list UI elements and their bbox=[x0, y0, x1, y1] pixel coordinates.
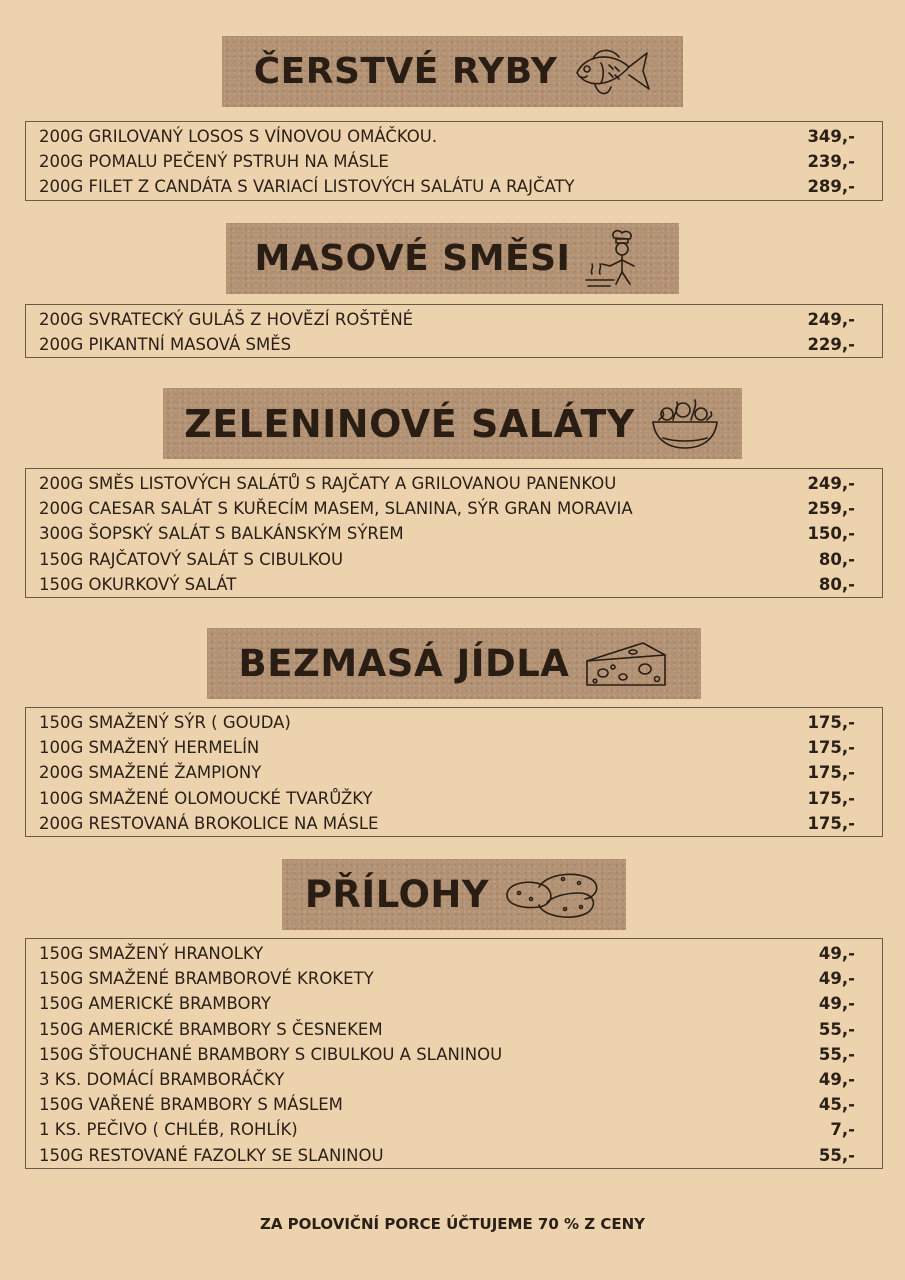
section-banner-fresh-fish bbox=[222, 36, 683, 107]
menu-item bbox=[39, 521, 855, 546]
section-banner-side-dishes bbox=[282, 859, 626, 930]
item-price: 49,- bbox=[818, 1069, 855, 1089]
item-price: 249,- bbox=[807, 310, 855, 329]
menu-item bbox=[39, 760, 855, 785]
item-name: 200G PIKANTNÍ MASOVÁ SMĚS bbox=[39, 335, 292, 355]
fish-icon bbox=[571, 41, 651, 103]
menu-item bbox=[39, 1017, 855, 1042]
item-price: 175,- bbox=[807, 813, 855, 833]
item-price: 55,- bbox=[818, 1019, 855, 1039]
item-name: 3 KS. DOMÁCÍ BRAMBORÁČKY bbox=[39, 1069, 285, 1089]
menu-item bbox=[39, 735, 855, 760]
item-price: 349,- bbox=[807, 127, 855, 146]
chef-grill-icon bbox=[584, 228, 650, 290]
menu-item bbox=[39, 786, 855, 811]
menu-item bbox=[39, 332, 855, 357]
menu-item bbox=[39, 941, 855, 966]
item-name: 200G SMAŽENÉ ŽAMPIONY bbox=[39, 763, 262, 783]
item-name: 1 KS. PEČIVO ( CHLÉB, ROHLÍK) bbox=[39, 1120, 298, 1140]
section-title: ZELENINOVÉ SALÁTY bbox=[184, 401, 635, 446]
item-name: 150G SMAŽENÝ HRANOLKY bbox=[39, 944, 264, 963]
menu-item bbox=[39, 307, 855, 332]
item-price: 80,- bbox=[818, 574, 855, 594]
item-price: 49,- bbox=[818, 969, 855, 989]
item-price: 175,- bbox=[807, 763, 855, 783]
section-banner-meatless-dishes bbox=[207, 628, 701, 699]
menu-box-meatless-dishes bbox=[25, 707, 883, 837]
menu-item bbox=[39, 496, 855, 521]
section-banner-vegetable-salads bbox=[163, 388, 742, 459]
item-name: 200G SVRATECKÝ GULÁŠ Z HOVĚZÍ ROŠTĚNÉ bbox=[39, 310, 414, 329]
menu-item bbox=[39, 966, 855, 991]
item-name: 100G SMAŽENÝ HERMELÍN bbox=[39, 738, 260, 758]
item-price: 55,- bbox=[818, 1145, 855, 1165]
menu-item bbox=[39, 1042, 855, 1067]
item-name: 150G SMAŽENÝ SÝR ( GOUDA) bbox=[39, 713, 291, 732]
item-price: 289,- bbox=[807, 177, 855, 197]
item-price: 249,- bbox=[807, 474, 855, 493]
menu-item bbox=[39, 471, 855, 496]
item-name: 300G ŠOPSKÝ SALÁT S BALKÁNSKÝM SÝREM bbox=[39, 524, 404, 544]
item-name: 200G CAESAR SALÁT S KUŘECÍM MASEM, SLANINA, SÝR GRAN MORAVIA bbox=[39, 499, 633, 519]
item-price: 150,- bbox=[807, 524, 855, 544]
item-name: 200G SMĚS LISTOVÝCH SALÁTŮ S RAJČATY A GRILOVANOU PANENKOU bbox=[39, 474, 617, 493]
item-price: 7,- bbox=[830, 1120, 855, 1140]
menu-item bbox=[39, 1143, 855, 1168]
item-name: 100G SMAŽENÉ OLOMOUCKÉ TVARŮŽKY bbox=[39, 788, 373, 808]
item-name: 150G OKURKOVÝ SALÁT bbox=[39, 574, 237, 594]
item-name: 150G RESTOVANÉ FAZOLKY SE SLANINOU bbox=[39, 1145, 384, 1165]
menu-box-fresh-fish bbox=[25, 121, 883, 201]
half-portion-note: ZA POLOVIČNÍ PORCE ÚČTUJEME 70 % Z CENY bbox=[259, 1215, 646, 1233]
menu-item bbox=[39, 1067, 855, 1092]
menu-box-vegetable-salads bbox=[25, 468, 883, 598]
item-name: 200G GRILOVANÝ LOSOS S VÍNOVOU OMÁČKOU. bbox=[39, 127, 438, 146]
menu-item bbox=[39, 174, 855, 199]
menu-item bbox=[39, 710, 855, 735]
item-name: 150G ŠŤOUCHANÉ BRAMBORY S CIBULKOU A SLANINOU bbox=[39, 1044, 503, 1064]
item-name: 150G SMAŽENÉ BRAMBOROVÉ KROKETY bbox=[39, 969, 374, 989]
item-price: 80,- bbox=[818, 549, 855, 569]
menu-item bbox=[39, 149, 855, 174]
item-price: 239,- bbox=[807, 152, 855, 172]
menu-item bbox=[39, 1117, 855, 1142]
item-price: 45,- bbox=[818, 1095, 855, 1115]
section-title: ČERSTVÉ RYBY bbox=[253, 51, 558, 92]
menu-item bbox=[39, 991, 855, 1016]
section-title: MASOVÉ SMĚSI bbox=[254, 238, 571, 279]
menu-box-meat-mixes bbox=[25, 304, 883, 358]
item-name: 150G AMERICKÉ BRAMBORY bbox=[39, 994, 271, 1014]
menu-item bbox=[39, 124, 855, 149]
item-price: 49,- bbox=[818, 944, 855, 963]
item-name: 200G RESTOVANÁ BROKOLICE NA MÁSLE bbox=[39, 813, 379, 833]
item-price: 55,- bbox=[818, 1044, 855, 1064]
item-name: 150G AMERICKÉ BRAMBORY S ČESNEKEM bbox=[39, 1019, 383, 1039]
cheese-icon bbox=[583, 637, 669, 691]
potatoes-icon bbox=[503, 865, 603, 925]
item-price: 175,- bbox=[807, 713, 855, 732]
item-price: 229,- bbox=[807, 335, 855, 355]
item-price: 175,- bbox=[807, 738, 855, 758]
menu-box-side-dishes bbox=[25, 938, 883, 1169]
item-price: 259,- bbox=[807, 499, 855, 519]
item-name: 150G RAJČATOVÝ SALÁT S CIBULKOU bbox=[39, 549, 344, 569]
menu-item bbox=[39, 1092, 855, 1117]
menu-item bbox=[39, 547, 855, 572]
item-price: 175,- bbox=[807, 788, 855, 808]
menu-item bbox=[39, 572, 855, 597]
salad-bowl-icon bbox=[649, 394, 721, 454]
section-banner-meat-mixes bbox=[226, 223, 679, 294]
item-name: 200G POMALU PEČENÝ PSTRUH NA MÁSLE bbox=[39, 152, 389, 172]
item-price: 49,- bbox=[818, 994, 855, 1014]
menu-item bbox=[39, 811, 855, 836]
item-name: 200G FILET Z CANDÁTA S VARIACÍ LISTOVÝCH SALÁTU A RAJČATY bbox=[39, 177, 575, 197]
section-title: PŘÍLOHY bbox=[304, 873, 490, 916]
section-title: BEZMASÁ JÍDLA bbox=[238, 642, 570, 685]
item-name: 150G VAŘENÉ BRAMBORY S MÁSLEM bbox=[39, 1095, 343, 1115]
